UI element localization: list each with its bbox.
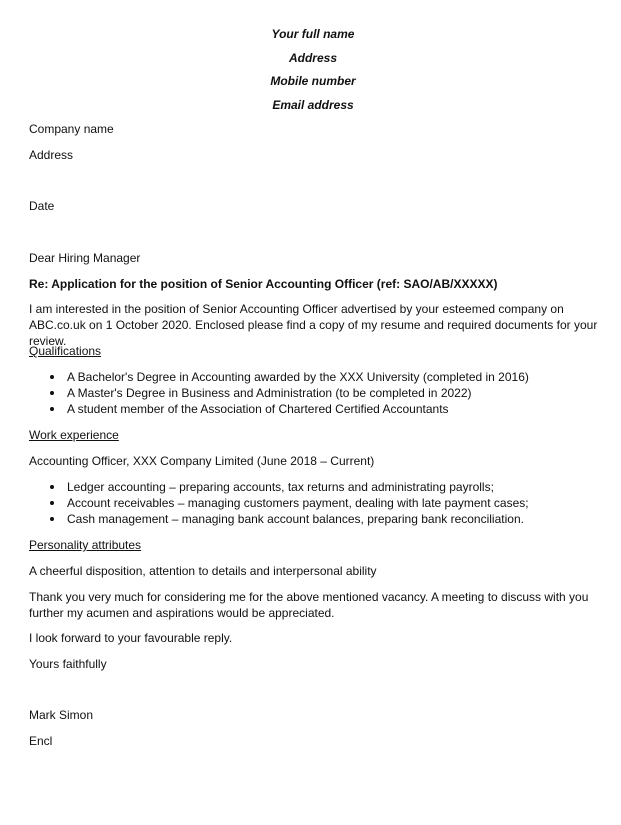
salutation: Dear Hiring Manager	[29, 251, 141, 265]
work-position: Accounting Officer, XXX Company Limited (June 2018 – Current)	[29, 454, 375, 468]
list-item: Account receivables – managing customers payment, dealing with late payment cases;	[29, 495, 529, 511]
list-item: Ledger accounting – preparing accounts, tax returns and administrating payrolls;	[29, 479, 529, 495]
enclosure-note: Encl	[29, 734, 53, 748]
signature-name: Mark Simon	[29, 708, 94, 722]
sender-email: Email address	[272, 98, 354, 112]
work-duties-list	[29, 479, 529, 527]
thanks-paragraph: Thank you very much for considering me for the above mentioned vacancy. A meeting to discuss with you further my acumen and aspirations would be appreciated.	[29, 590, 589, 620]
letter-date: Date	[29, 199, 55, 213]
sender-mobile: Mobile number	[270, 74, 356, 88]
sender-full-name: Your full name	[271, 27, 355, 41]
recipient-company: Company name	[29, 122, 114, 136]
sender-address: Address	[288, 51, 338, 65]
list-item: A student member of the Association of Chartered Certified Accountants	[29, 401, 529, 417]
list-item: Cash management – managing bank account balances, preparing bank reconciliation.	[29, 511, 529, 527]
closing-line: I look forward to your favourable reply.	[29, 631, 233, 645]
qualifications-list	[29, 369, 529, 417]
personality-heading: Personality attributes	[29, 538, 142, 552]
subject-line: Re: Application for the position of Senior Accounting Officer (ref: SAO/AB/XXXXX)	[29, 277, 498, 291]
signoff: Yours faithfully	[29, 657, 107, 671]
qualifications-heading: Qualifications	[29, 344, 102, 358]
recipient-address: Address	[29, 148, 74, 162]
personality-text: A cheerful disposition, attention to details and interpersonal ability	[29, 564, 377, 578]
work-experience-heading: Work experience	[29, 428, 119, 442]
intro-paragraph: I am interested in the position of Senior Accounting Officer advertised by your esteemed company on ABC.co.uk on 1 October 2020. Enclosed please find a copy of my resume and required documents for your review.	[29, 302, 598, 348]
list-item: A Bachelor's Degree in Accounting awarded by the XXX University (completed in 2016)	[29, 369, 529, 385]
list-item: A Master's Degree in Business and Administration (to be completed in 2022)	[29, 385, 529, 401]
